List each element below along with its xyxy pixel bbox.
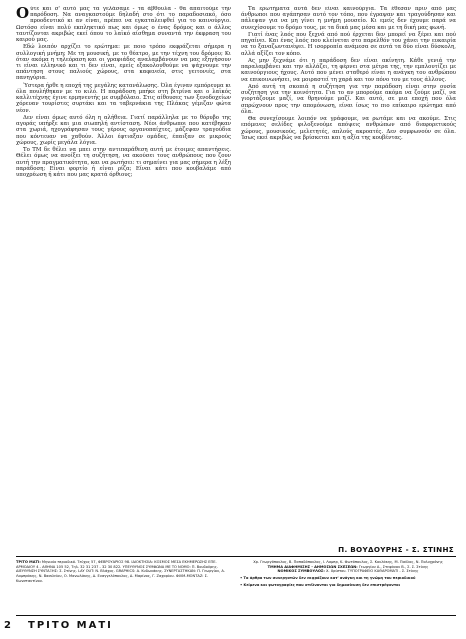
legal-title: ΝΟΜΙΚΟΣ ΣΥΜΒΟΥΛΟΣ: [277, 569, 325, 574]
article-signature: Π. ΒΟΥΔΟΥΡΗΣ - Σ. ΣΤΙΝΗΣ [338, 545, 454, 554]
article-paragraph: Θα συνεχίσουμε λοιπόν να γράφουμε, να ρωτάμε και να ακούμε. Στις επόμενες σελίδες φιλοξενούμε απόψεις ανθρώπων από διαφορετικούς χώρους, μουσικούς, μελετητές, απλούς ακροατές. Δεν συμφωνούν σε όλα. Ίσως εκεί ακριβώς να βρίσκεται και η αξία της κουβέντας. [241, 116, 456, 141]
masthead-text: Μηνιαίο περιοδικό. Τεύχος 57, ΦΕΒΡΟΥΑΡΙΟΣ 98. ΙΔΙΟΚΤΗΣΙΑ: ΚΟΣΜΟΣ ΜΕΣΑ ΕΚΗΜΕΡΩΣΗΣ ΕΠΕ. ΑΡΜΟΔΙΟΥ 4 - ΑΘΗΝΑ 105 52, Τηλ. 32 31 237 - 32 30 822. ΥΠΕΥΘΥΝΟΣ ΣΥΜΦΩΝΑ ΜΕ ΤΟ ΝΟΜΟ: Π. Βουδούρης. ΔΙΕΥΘΥΝΣΗ ΣΥΝΤΑΞΗΣ: Σ. Στίνης. LAY OUT: Ν. Βλάχος. GRAPHICS: Α. Κυδωνάκης. ΣΥΝΕΡΓΑΣΤΗΚΑΝ: Π. Γεωργίου, Α. Λαμπράκης, Ν. Βασιλείου, Ο. Μανωλάκης, Δ. Ευαγγελόπουλος, Δ. Μαρίνος, Γ. Ζαχαρίου. ΦΙΛΜ-ΜΟΝΤΑΖ: Σ. Κωνσταντίνου. [16, 560, 225, 583]
article-paragraph: Εδώ λοιπόν αρχίζει το ερώτημα: με ποιο τρόπο εκφράζεται σήμερα η συλλογική μνήμη; Με τη μουσική, με το θέατρο, με την τέχνη του δρόμου; Κι όταν ακόμα η τηλεόραση και οι γραφιάδες αναλαμβάνουν να μας εξηγήσουν τι είναι ελληνικό και τι δεν είναι, εμείς εξακολουθούμε να ψάχνουμε την απάντηση στους παλιούς χώρους, στα καφενεία, στις γειτονιές, στα πανηγύρια. [16, 44, 231, 82]
article-paragraph: Ούτε και σ' αυτό μας τα γελάσαμε - τα άβθουλα - θα απαιτούμε την παρόδοση. Να αναγκαστούμε δηλαδή στο ότι το παραδοσιακό, όσο προοδευτικό κι αν είναι, πρέπει να εγκαταλειφθεί για το καινούργιο. Ωστόσο είναι πολύ εκπληκτικό πως και όμως ο ένας δρόμος και ο άλλος ταυτίζονται ακριβώς εκεί όπου το λαϊκό αίσθημα συναντά την έκφραση του καιρού μας. [16, 6, 231, 44]
article-paragraph: Τα ερωτήματα αυτά δεν είναι καινούργια. Τα έθεσαν πριν από μας άνθρωποι που αγάπησαν αυτό τον τόπο, που έγραψαν και τραγούδησαν και πάλεψαν για να μη γίνει η μνήμη μουσείο. Κι εμείς δεν έχουμε παρά να συνεχίσουμε το δρόμο τους, με τα δικά μας μέσα και με τη δική μας φωνή. [241, 6, 456, 31]
masthead-credits [16, 560, 234, 612]
page-bottom-divider [16, 615, 456, 616]
article-column-right [241, 6, 456, 542]
masthead-staff [240, 560, 456, 612]
article-column-left [16, 6, 231, 542]
masthead-title: ΤΡΙΤΟ ΜΑΤΙ: [16, 560, 41, 564]
dept-text: Γεωργίου Α., Στεφάνου Β., Σ. Σ. Στίνης [358, 564, 429, 569]
disclaimer-note: • Τα άρθρα των συνεργατών δεν εκφράζουν κατ' ανάγκη και τη γνώμη του περιοδικού [240, 576, 416, 581]
footer-top-divider [16, 556, 456, 557]
article-paragraph: Δεν είναι όμως αυτό όλη η αλήθεια. Γιατί παράλληλα με το θόρυβο της αγοράς υπήρξε και μια σιωπηλή αντίσταση. Νέοι άνθρωποι που κατέβηκαν στα χωριά, ηχογράφησαν τους γέρους οργανοπαίχτες, μάζεψαν τραγούδια που κόντευαν να χαθούν. Άλλοι έφτιαξαν ομάδες, έπαιξαν σε μικρούς χώρους, χωρίς μεγάλα λόγια. [16, 115, 231, 146]
article-paragraph: Ας μην ξεχνάμε ότι η παράδοση δεν είναι ακίνητη. Κάθε γενιά την παραλαμβάνει και την αλλάζει, τη φέρνει στα μέτρα της, την εμπλουτίζει με καινούργιους ήχους. Αυτό που μένει σταθερό είναι η ανάγκη του ανθρώπου να επικοινωνήσει, να μοιραστεί τη χαρά και τον πόνο του με τους άλλους. [241, 58, 456, 83]
article-paragraph: Ύστερα ήρθε η εποχή της μεγάλης κατανάλωσης. Όλα έγιναν εμπόρευμα κι όλα πουλήθηκαν με το κιλό. Η παράδοση μπήκε στη βιτρίνα και ο λαϊκός καλλιτέχνης έγινε ερμηνευτής με συμβόλαιο. Στις αίθουσες των ξενοδοχείων χόρευαν τουρίστες συρτάκι και τα ταβερνάκια της Πλάκας γέμιζαν φώτα νέον. [16, 82, 231, 114]
legal-text: Χ. Χρίστου. ΤΥΠΟΓΡΑΦΕΙΟ ΚΑΘΑΡΟΜΑΤΙ - Σ. Στίνης [325, 569, 419, 574]
dept-title: ΤΜΗΜΑ ΔΙΑΦΗΜΙΣΗΣ - ΔΗΜΟΣΙΩΝ ΣΧΕΣΕΩΝ: [267, 564, 358, 569]
contributors-list: Χρ. Γεωργόπουλος, Β. Παπαδόπουλος, Ι. Λαμπρ, Κ. Φωτόπουλος, Σ. Κουλάκης, Μ. Παύλος, Ν. Πολυχρόνης [253, 560, 443, 564]
article-paragraph: Το ΤΜ δε θέλει να μπει στην αντιπαράθεση αυτή με έτοιμες απαντήσεις. Θέλει όμως να ανοίξει τη συζήτηση, να ακούσει τους ανθρώπους που ζουν αυτή την πραγματικότητα, και να ρωτήσει: τι σημαίνει για μας σήμερα η λέξη παράδοση; Είναι φορτίο ή είναι ρίζα; Είναι κάτι που κουβαλάμε από υποχρέωση ή κάτι που μας κρατά όρθιους; [16, 147, 231, 179]
page-number: 2 [4, 620, 11, 631]
publication-name: ΤΡΙΤΟ ΜΑΤΙ [28, 620, 113, 631]
article-paragraph: Γιατί ένας λαός που ξεχνά από πού έρχεται δεν μπορεί να ξέρει και πού πηγαίνει. Και ένας λαός που κλείνεται στο παρελθόν του χάνει την ευκαιρία να το ξαναζωντανέψει. Η ισορροπία ανάμεσα σε αυτά τα δύο είναι δύσκολη, αλλά αξίζει τον κόπο. [241, 32, 456, 57]
drop-cap: Ο [16, 6, 30, 22]
disclaimer-note: • Κείμενα και φωτογραφίες που στέλνονται για δημοσίευση δεν επιστρέφονται [240, 582, 401, 587]
masthead-footer [16, 560, 456, 612]
article-columns [16, 6, 456, 542]
article-paragraph: Από αυτή τη σκοπιά η συζήτηση για την παράδοση είναι στην ουσία συζήτηση για την κοινότητα. Για το αν μπορούμε ακόμα να ζούμε μαζί, να γιορτάζουμε μαζί, να θρηνούμε μαζί. Και αυτό, σε μια εποχή που όλα σπρώχνουν προς την απομόνωση, είναι ίσως το πιο επίκαιρο ερώτημα από όλα. [241, 84, 456, 115]
